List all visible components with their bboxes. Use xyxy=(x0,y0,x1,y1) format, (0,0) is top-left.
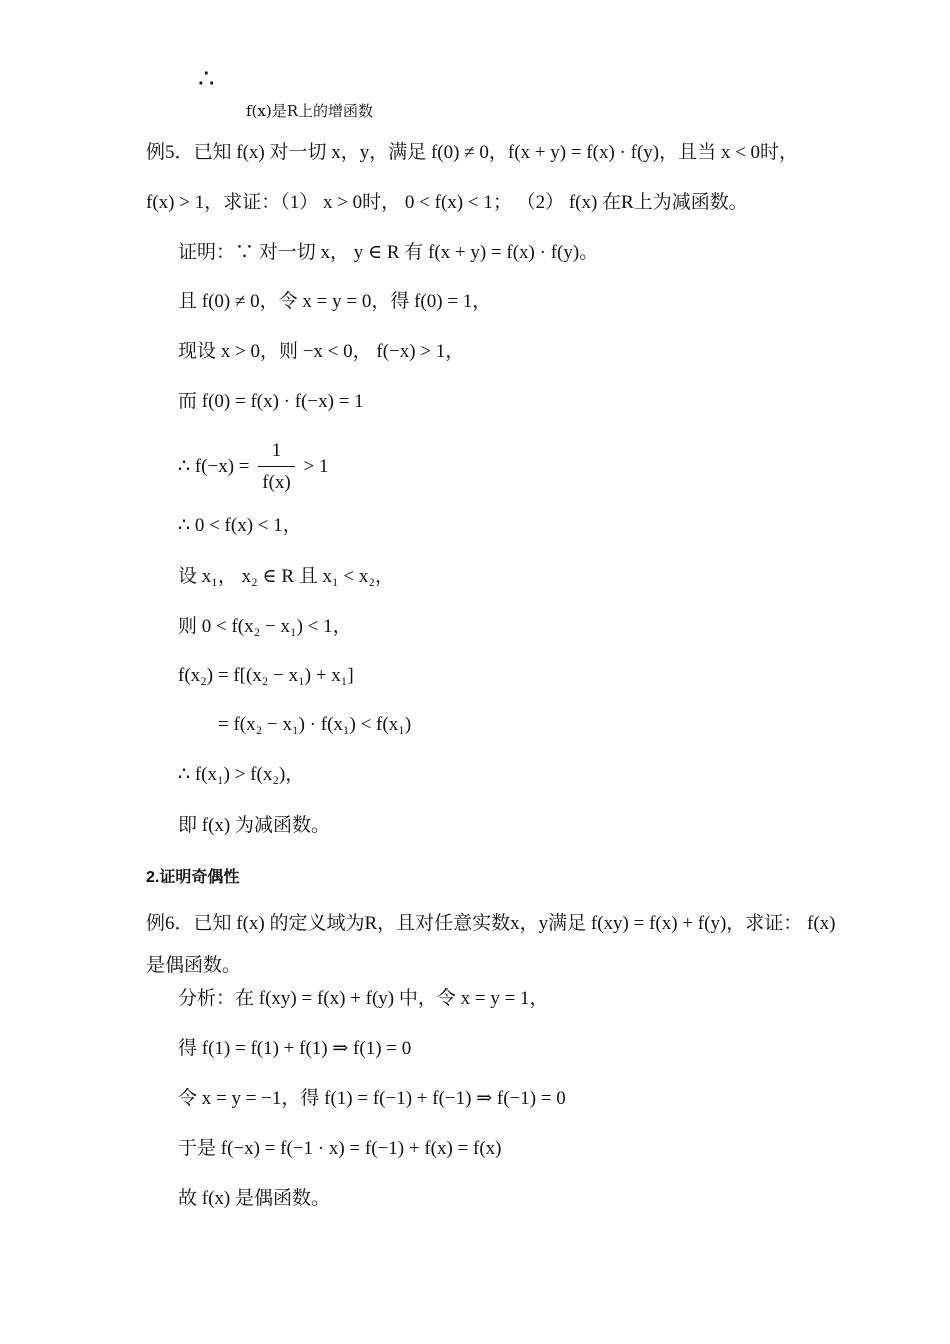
example6-statement-line1: 例6．已知 f(x) 的定义域为R，且对任意实数x，y满足 f(xy) = f(x) + f(y)，求证： f(x) xyxy=(146,913,836,934)
analysis6-line5: 故 f(x) 是偶函数。 xyxy=(178,1188,330,1209)
therefore-symbol: ∴ xyxy=(198,64,215,94)
proof5-line11: ∴ f(x₁) > f(x₂)， xyxy=(178,764,305,785)
fraction xyxy=(258,438,294,496)
proof5-line4: 而 f(0) = f(x) · f(−x) = 1 xyxy=(178,391,364,412)
proof5-line1: 证明：∵ 对一切 x， y ∈ R 有 f(x + y) = f(x) · f(y)。 xyxy=(178,242,599,263)
proof5-line3: 现设 x > 0，则 −x < 0， f(−x) > 1， xyxy=(178,341,465,362)
proof5-line2: 且 f(0) ≠ 0，令 x = y = 0，得 f(0) = 1， xyxy=(178,291,492,312)
fraction-denominator: f(x) xyxy=(258,466,294,496)
section-heading-parity: 2.证明奇偶性 xyxy=(146,869,240,886)
analysis6-line3: 令 x = y = −1，得 f(1) = f(−1) + f(−1) ⇒ f(−1) = 0 xyxy=(178,1088,566,1109)
conclusion-increasing: f(x)是R上的增函数 xyxy=(246,102,374,120)
proof5-line6: ∴ 0 < f(x) < 1， xyxy=(178,515,302,536)
analysis6-line2: 得 f(1) = f(1) + f(1) ⇒ f(1) = 0 xyxy=(178,1038,412,1059)
analysis6-line4: 于是 f(−x) = f(−1 · x) = f(−1) + f(x) = f(x) xyxy=(178,1138,502,1159)
fraction-numerator: 1 xyxy=(271,440,282,461)
example5-statement-line2: f(x) > 1，求证：（1） x > 0时， 0 < f(x) < 1； （2） f(x) 在R上为减函数。 xyxy=(146,192,748,213)
analysis6-line1: 分析：在 f(xy) = f(x) + f(y) 中，令 x = y = 1， xyxy=(178,988,549,1009)
proof5-line10: = f(x₂ − x₁) · f(x₁) < f(x₁) xyxy=(218,714,412,735)
proof5-line5-prefix: ∴ f(−x) = xyxy=(178,456,250,477)
proof5-line12: 即 f(x) 为减函数。 xyxy=(178,815,330,836)
example6-statement-line2: 是偶函数。 xyxy=(146,955,242,976)
proof5-line8: 则 0 < f(x₂ − x₁) < 1， xyxy=(178,616,352,637)
proof5-line9: f(x₂) = f[(x₂ − x₁) + x₁] xyxy=(178,665,354,686)
proof5-line7: 设 x₁， x₂ ∈ R 且 x₁ < x₂， xyxy=(178,566,394,587)
proof5-line5 xyxy=(178,438,328,496)
example5-statement-line1: 例5．已知 f(x) 对一切 x，y，满足 f(0) ≠ 0，f(x + y) = f(x) · f(y)，且当 x < 0时， xyxy=(146,142,799,163)
proof5-line5-suffix: > 1 xyxy=(303,456,329,477)
